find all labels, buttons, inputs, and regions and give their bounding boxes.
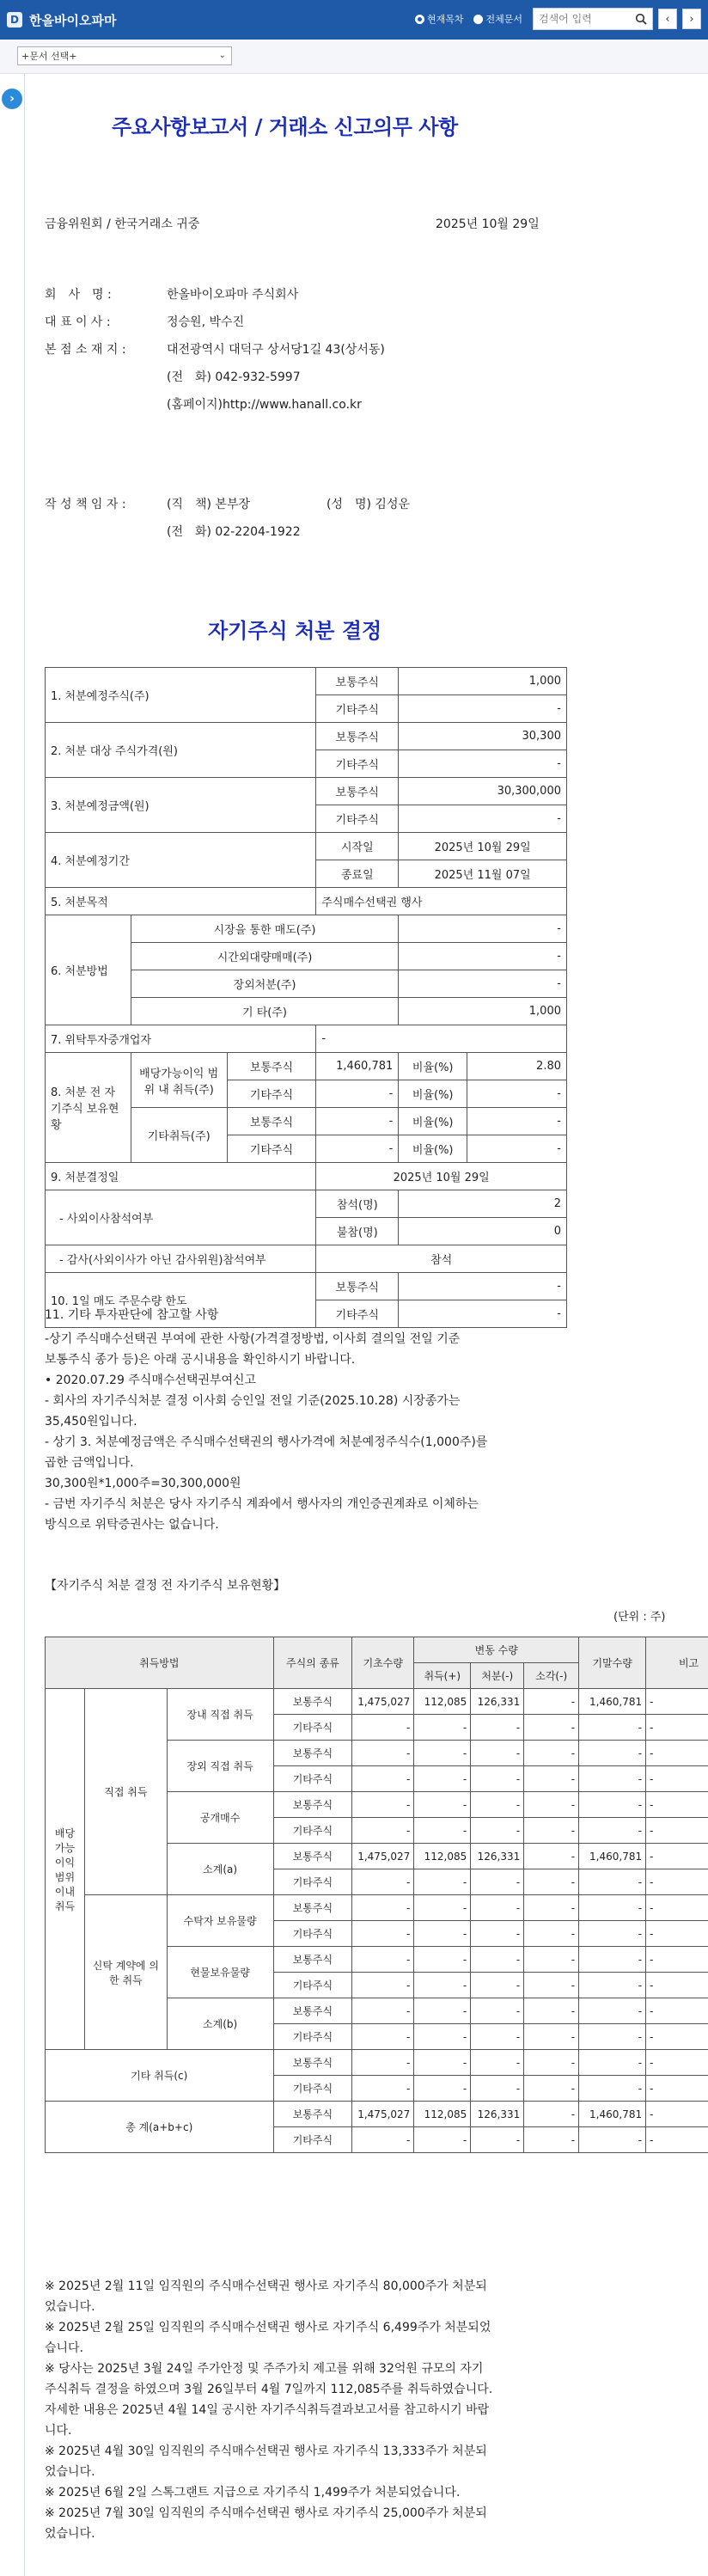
cell-value: - xyxy=(352,1766,414,1792)
radio-current-toc[interactable] xyxy=(415,12,464,26)
method-label: 장외 직접 취득 xyxy=(167,1741,273,1792)
cell-value: - xyxy=(579,1715,646,1741)
method-label: 소계(b) xyxy=(167,1998,273,2050)
cell-value: - xyxy=(316,1135,399,1163)
absent-value: 0 xyxy=(399,1218,567,1245)
row-label: 2. 처분 대상 주식가격(원) xyxy=(46,723,316,778)
cell-value: 1,460,781 xyxy=(579,2102,646,2127)
table-row xyxy=(46,1895,708,1921)
ratio-label: 비율(%) xyxy=(399,1053,467,1080)
footnote-line: ※ 2025년 4월 30일 임직원의 주식매수선택권 행사로 자기주식 13,333주가 처분되 xyxy=(45,2444,487,2458)
cell-value: 126,331 xyxy=(471,1844,524,1869)
radio-all-label: 전체문서 xyxy=(485,14,522,25)
cell-value: - xyxy=(471,1869,524,1895)
cell-value: - xyxy=(471,2076,524,2102)
attend-value: 2 xyxy=(399,1190,567,1218)
cell-value: - xyxy=(352,1947,414,1973)
cell-value: - xyxy=(579,1818,646,1844)
footnote-line: ※ 2025년 2월 11일 임직원의 주식매수선택권 행사로 자기주식 80,000주가 처분되 xyxy=(45,2279,487,2293)
footnote-line: 자세한 내용은 2025년 4월 14일 공시한 자기주식취득결과보고서를 참고하시기 바랍 xyxy=(45,2403,490,2417)
ceo-name: 정승원, 박수진 xyxy=(167,315,245,329)
method-label: 수탁자 보유물량 xyxy=(167,1895,273,1947)
method-label: 기 타(주) xyxy=(131,998,398,1025)
notes-heading: 11. 기타 투자판단에 참고할 사항 xyxy=(45,1308,219,1322)
cell-value: - xyxy=(352,1715,414,1741)
cell-value: - xyxy=(524,2127,579,2153)
stock-type: 보통주식 xyxy=(316,723,399,750)
stock-type: 보통주식 xyxy=(273,1689,352,1715)
ratio-value: - xyxy=(467,1135,567,1163)
decision-date: 2025년 10월 29일 xyxy=(316,1163,567,1190)
report-date: 2025년 10월 29일 xyxy=(436,217,540,231)
notes-line: • 2020.07.29 주식매수선택권부여신고 xyxy=(45,1374,257,1387)
stock-type: 기타주식 xyxy=(273,1973,352,1998)
table-row xyxy=(46,888,567,915)
ratio-value: 2.80 xyxy=(467,1053,567,1080)
radio-unselected-icon[interactable] xyxy=(473,15,483,24)
method-label: 장내 직접 취득 xyxy=(167,1689,273,1741)
cell-value: - xyxy=(579,2050,646,2076)
cell-value: - xyxy=(646,1947,708,1973)
holding-type: 기타취득(주) xyxy=(131,1108,227,1163)
cell-value: - xyxy=(352,1818,414,1844)
cell-value: 1,460,781 xyxy=(579,1844,646,1869)
table-row xyxy=(46,1273,567,1300)
cell-value: - xyxy=(579,2076,646,2102)
cell-value: - xyxy=(524,1921,579,1947)
cell-value: 112,085 xyxy=(414,1689,471,1715)
cell-value: - xyxy=(646,2127,708,2153)
header-method: 취득방법 xyxy=(46,1637,274,1689)
cell-value: - xyxy=(524,2050,579,2076)
table-row xyxy=(46,1689,708,1715)
address-label: 본 점 소 재 지 : xyxy=(45,343,126,357)
header-cancel: 소각(-) xyxy=(524,1663,579,1689)
cell-value: - xyxy=(471,2127,524,2153)
notes-line: 곱한 금액입니다. xyxy=(45,1456,134,1470)
search-area xyxy=(415,8,701,30)
stock-type: 보통주식 xyxy=(316,778,399,805)
header-end: 기말수량 xyxy=(579,1637,646,1689)
cell-value: - xyxy=(471,2050,524,2076)
holdings-caption: 【자기주식 처분 결정 전 자기주식 보유현황】 xyxy=(45,1579,286,1593)
cell-value: - xyxy=(524,1895,579,1921)
document-select[interactable] xyxy=(17,46,232,65)
cell-value: - xyxy=(579,1766,646,1792)
cell-value: 1,460,781 xyxy=(316,1053,399,1080)
cell-value: - xyxy=(399,970,567,998)
recipient: 금융위원회 / 한국거래소 귀중 xyxy=(45,217,200,231)
cell-value: 1,000 xyxy=(399,998,567,1025)
stock-type: 기타주식 xyxy=(273,2127,352,2153)
stock-type: 보통주식 xyxy=(273,2050,352,2076)
stock-type: 기타주식 xyxy=(227,1135,316,1163)
cell-value: - xyxy=(316,1080,399,1108)
subgroup-label: 신탁 계약에 의한 취득 xyxy=(84,1895,167,2050)
notes-line: - 금번 자기주식 처분은 당사 자기주식 계좌에서 행사자의 개인증권계좌로 이체하는 xyxy=(45,1497,479,1511)
writer-phone: (전 화) 02-2204-1922 xyxy=(167,525,301,539)
stock-type: 보통주식 xyxy=(273,1844,352,1869)
company-homepage[interactable]: (홈페이지)http://www.hanall.co.kr xyxy=(167,398,362,412)
notes-line: - 상기 3. 처분예정금액은 주식매수선택권의 행사가격에 처분예정주식수(1,000주)를 xyxy=(45,1435,488,1449)
cell-value: 1,460,781 xyxy=(579,1689,646,1715)
sidebar-toggle-icon[interactable]: › xyxy=(2,89,22,109)
footnote-line: 었습니다. xyxy=(45,2527,95,2541)
table-row xyxy=(46,1053,567,1080)
cell-value: 30,300,000 xyxy=(399,778,567,805)
header-acq: 취득(+) xyxy=(414,1663,471,1689)
cell-value: - xyxy=(352,1921,414,1947)
stock-type: 보통주식 xyxy=(316,1273,399,1300)
method-label: 현물보유물량 xyxy=(167,1947,273,1998)
cell-value: - xyxy=(414,1895,471,1921)
cell-value: - xyxy=(524,1998,579,2024)
header-change: 변동 수량 xyxy=(414,1637,579,1663)
holdings-unit: (단위 : 주) xyxy=(613,1611,666,1624)
table-row xyxy=(46,833,567,860)
group-label: 배당 가능 이익 범위 이내 취득 xyxy=(46,1689,85,2050)
cell-value: - xyxy=(579,2024,646,2050)
footnote-line: 었습니다. xyxy=(45,2465,95,2479)
cell-value: - xyxy=(646,1844,708,1869)
cell-value: 112,085 xyxy=(414,1844,471,1869)
cell-value: - xyxy=(399,1273,567,1300)
stock-type: 보통주식 xyxy=(273,1895,352,1921)
footnote-line: ※ 당사는 2025년 3월 24일 주가안정 및 주주가치 제고를 위해 32억원 규모의 자기 xyxy=(45,2362,484,2376)
footnotes xyxy=(45,2276,567,2544)
cell-value: - xyxy=(524,1715,579,1741)
cell-value: - xyxy=(352,1869,414,1895)
search-input[interactable] xyxy=(534,9,630,29)
report-title: 주요사항보고서 / 거래소 신고의무 사항 xyxy=(112,114,458,139)
method-label: 시장을 통한 매도(주) xyxy=(131,915,398,943)
cell-value: - xyxy=(414,1947,471,1973)
start-date: 2025년 10월 29일 xyxy=(399,833,567,860)
cell-value: - xyxy=(414,2076,471,2102)
table-row xyxy=(46,668,567,695)
stock-type: 기타주식 xyxy=(273,2076,352,2102)
cell-value: - xyxy=(414,1973,471,1998)
cell-value: - xyxy=(471,1921,524,1947)
cell-value: - xyxy=(414,1818,471,1844)
cell-value: - xyxy=(646,2076,708,2102)
writer-label: 작 성 책 임 자 : xyxy=(45,498,126,511)
stock-type: 보통주식 xyxy=(227,1053,316,1080)
cell-value: - xyxy=(524,1689,579,1715)
cell-value: 126,331 xyxy=(471,2102,524,2127)
table-row xyxy=(46,1190,567,1218)
row-label: 5. 처분목적 xyxy=(46,888,316,915)
cell-value: - xyxy=(579,1998,646,2024)
top-bar xyxy=(0,0,708,40)
stock-type: 기타주식 xyxy=(273,2024,352,2050)
auditor-value: 참석 xyxy=(316,1245,567,1273)
document-select-value: +문서 선택+ xyxy=(21,51,77,62)
cell-value: - xyxy=(352,1741,414,1766)
footnote-line: ※ 2025년 2월 25일 임직원의 주식매수선택권 행사로 자기주식 6,499주가 처분되었 xyxy=(45,2321,491,2334)
row-label: 1. 처분예정주식(주) xyxy=(46,668,316,723)
cell-value: - xyxy=(524,1741,579,1766)
cell-value: - xyxy=(646,2050,708,2076)
document-toolbar xyxy=(0,40,708,74)
footnote-line: ※ 2025년 7월 30일 임직원의 주식매수선택권 행사로 자기주식 25,000주가 처분되 xyxy=(45,2506,487,2520)
row-label: 9. 처분결정일 xyxy=(46,1163,316,1190)
disposal-table xyxy=(45,667,567,1328)
cell-value: - xyxy=(316,1108,399,1135)
cell-value: - xyxy=(646,1998,708,2024)
cell-value: - xyxy=(646,1792,708,1818)
cell-value: - xyxy=(352,1895,414,1921)
cell-value: - xyxy=(399,1300,567,1328)
stock-type: 기타주식 xyxy=(316,695,399,723)
cell-value: - xyxy=(471,2024,524,2050)
cell-value: - xyxy=(524,1947,579,1973)
cell-value: - xyxy=(524,2076,579,2102)
cell-value: - xyxy=(399,915,567,943)
cell-value: - xyxy=(414,1766,471,1792)
notes-line: - 회사의 자기주식처분 결정 이사회 승인일 전일 기준(2025.10.28) 시장종가는 xyxy=(45,1394,461,1408)
cell-value: - xyxy=(399,805,567,833)
table-row xyxy=(46,1025,567,1053)
header-type: 주식의 종류 xyxy=(273,1637,352,1689)
cell-value: - xyxy=(524,1973,579,1998)
stock-type: 보통주식 xyxy=(227,1108,316,1135)
section-title: 자기주식 처분 결정 xyxy=(208,618,382,643)
cell-value: 1,000 xyxy=(399,668,567,695)
writer-title: (직 책) 본부장 xyxy=(167,498,250,511)
stock-type: 보통주식 xyxy=(273,1998,352,2024)
cell-value: 1,475,027 xyxy=(352,1844,414,1869)
cell-value: - xyxy=(471,1715,524,1741)
stock-type: 기타주식 xyxy=(316,805,399,833)
cell-value: - xyxy=(524,1844,579,1869)
row-label: 10. 1일 매도 주문수량 한도 xyxy=(46,1273,316,1328)
cell-value: - xyxy=(399,750,567,778)
cell-value: - xyxy=(646,2102,708,2127)
cell-value: - xyxy=(471,1766,524,1792)
footnote-line: ※ 2025년 6월 2일 스톡그랜트 지급으로 자기주식 1,499주가 처분되었습니다. xyxy=(45,2486,461,2500)
stock-type: 기타주식 xyxy=(227,1080,316,1108)
cell-value: - xyxy=(414,1792,471,1818)
cell-value: - xyxy=(646,1921,708,1947)
cell-value: - xyxy=(579,1947,646,1973)
writer-name: (성 명) 김성운 xyxy=(327,498,410,511)
table-row xyxy=(46,915,567,943)
cell-value: - xyxy=(646,1741,708,1766)
purpose-value: 주식매수선택권 행사 xyxy=(316,888,567,915)
cell-value: - xyxy=(352,1973,414,1998)
company-label: 회 사 명 : xyxy=(45,288,112,302)
cell-value: - xyxy=(646,1869,708,1895)
stock-type: 기타주식 xyxy=(316,1300,399,1328)
method-label: 공개매수 xyxy=(167,1792,273,1844)
cell-value: - xyxy=(352,2050,414,2076)
header-begin: 기초수량 xyxy=(352,1637,414,1689)
start-label: 시작일 xyxy=(316,833,399,860)
cell-value: - xyxy=(646,1818,708,1844)
ratio-label: 비율(%) xyxy=(399,1080,467,1108)
ratio-value: - xyxy=(467,1108,567,1135)
end-label: 종료일 xyxy=(316,860,399,888)
company-phone: (전 화) 042-932-5997 xyxy=(167,370,301,384)
notes-line: 30,300원*1,000주=30,300,000원 xyxy=(45,1477,241,1490)
search-box xyxy=(533,8,653,30)
cell-value: - xyxy=(352,2076,414,2102)
prev-result-icon[interactable]: ‹ xyxy=(658,9,677,29)
table-row xyxy=(46,1245,567,1273)
app-title: 한올바이오파마 xyxy=(29,12,117,28)
stock-type: 기타주식 xyxy=(273,1818,352,1844)
cell-value: - xyxy=(414,1921,471,1947)
end-date: 2025년 11월 07일 xyxy=(399,860,567,888)
cell-value: - xyxy=(646,1766,708,1792)
method-label: 총 계(a+b+c) xyxy=(46,2102,274,2153)
cell-value: 1,475,027 xyxy=(352,1689,414,1715)
table-row xyxy=(46,2102,708,2127)
app-logo-icon: D xyxy=(7,12,22,28)
method-label: 소계(a) xyxy=(167,1844,273,1895)
ratio-label: 비율(%) xyxy=(399,1135,467,1163)
footnote-line: 니다. xyxy=(45,2424,72,2438)
method-label: 시간외대량매매(주) xyxy=(131,943,398,970)
absent-label: 불참(명) xyxy=(316,1218,399,1245)
row-label: 7. 위탁투자중개업자 xyxy=(46,1025,316,1053)
chevron-down-icon: ⌄ xyxy=(218,51,226,60)
cell-value: - xyxy=(579,1869,646,1895)
notes-line: -상기 주식매수선택권 부여에 관한 사항(가격결정방법, 이사회 결의일 전일 기준 xyxy=(45,1332,461,1346)
cell-value: 1,475,027 xyxy=(352,2102,414,2127)
cell-value: - xyxy=(414,1741,471,1766)
cell-value: - xyxy=(579,1973,646,1998)
cell-value: - xyxy=(399,695,567,723)
stock-type: 기타주식 xyxy=(273,1715,352,1741)
stock-type: 기타주식 xyxy=(316,750,399,778)
cell-value: - xyxy=(524,1869,579,1895)
cell-value: - xyxy=(471,1998,524,2024)
header-disp: 처분(-) xyxy=(471,1663,524,1689)
row-label: - 감사(사외이사가 아닌 감사위원)참석여부 xyxy=(46,1245,316,1273)
radio-selected-icon[interactable] xyxy=(415,15,424,24)
cell-value: - xyxy=(414,1998,471,2024)
cell-value: - xyxy=(579,2127,646,2153)
cell-value: - xyxy=(646,1715,708,1741)
cell-value: - xyxy=(579,1792,646,1818)
cell-value: - xyxy=(646,1895,708,1921)
stock-type: 보통주식 xyxy=(273,1947,352,1973)
cell-value: - xyxy=(414,2024,471,2050)
stock-type: 기타주식 xyxy=(273,1869,352,1895)
cell-value: - xyxy=(414,2127,471,2153)
method-label: 기타 취득(c) xyxy=(46,2050,274,2102)
cell-value: - xyxy=(524,2102,579,2127)
cell-value: 112,085 xyxy=(414,2102,471,2127)
cell-value: - xyxy=(646,1689,708,1715)
cell-value: - xyxy=(579,1895,646,1921)
row-label: 4. 처분예정기간 xyxy=(46,833,316,888)
ratio-value: - xyxy=(467,1080,567,1108)
table-row xyxy=(46,723,567,750)
search-icon[interactable] xyxy=(630,9,652,29)
cell-value: - xyxy=(524,1792,579,1818)
cell-value: - xyxy=(524,1766,579,1792)
row-label: 8. 처분 전 자기주식 보유현황 xyxy=(46,1053,131,1163)
cell-value: - xyxy=(414,1715,471,1741)
cell-value: 30,300 xyxy=(399,723,567,750)
stock-type: 보통주식 xyxy=(316,668,399,695)
cell-value: - xyxy=(471,1973,524,1998)
radio-all-docs[interactable] xyxy=(473,12,522,26)
company-name: 한올바이오파마 주식회사 xyxy=(167,288,299,302)
cell-value: - xyxy=(646,2024,708,2050)
cell-value: - xyxy=(414,1869,471,1895)
table-row xyxy=(46,1163,567,1190)
ratio-label: 비율(%) xyxy=(399,1108,467,1135)
cell-value: - xyxy=(352,2127,414,2153)
footnote-line: 었습니다. xyxy=(45,2300,95,2314)
cell-value: - xyxy=(646,1973,708,1998)
footnote-line: 습니다. xyxy=(45,2341,84,2355)
cell-value: - xyxy=(352,1792,414,1818)
table-row xyxy=(46,778,567,805)
notes-line: 방식으로 위탁증권사는 없습니다. xyxy=(45,1518,219,1532)
cell-value: - xyxy=(579,1921,646,1947)
stock-type: 보통주식 xyxy=(273,2102,352,2127)
cell-value: - xyxy=(471,1818,524,1844)
table-row xyxy=(46,2050,708,2076)
header-note: 비고 xyxy=(646,1637,708,1689)
row-label: - 사외이사참석여부 xyxy=(46,1190,316,1245)
notes-line: 35,450원입니다. xyxy=(45,1415,137,1429)
address: 대전광역시 대덕구 상서당1길 43(상서동) xyxy=(167,343,385,357)
cell-value: - xyxy=(524,2024,579,2050)
ceo-label: 대 표 이 사 : xyxy=(45,315,111,329)
cell-value: - xyxy=(399,943,567,970)
next-result-icon[interactable]: › xyxy=(682,9,701,29)
stock-type: 기타주식 xyxy=(273,1766,352,1792)
cell-value: - xyxy=(471,1741,524,1766)
row-label: 3. 처분예정금액(원) xyxy=(46,778,316,833)
cell-value: - xyxy=(579,1741,646,1766)
cell-value: - xyxy=(471,1895,524,1921)
footnote-line: 주식취득 결정을 하였으며 3월 26일부터 4월 7일까지 112,085주를 취득하였습니다. xyxy=(45,2383,493,2396)
cell-value: - xyxy=(414,2050,471,2076)
attend-label: 참석(명) xyxy=(316,1190,399,1218)
table-header-row xyxy=(46,1637,708,1663)
cell-value: - xyxy=(471,1792,524,1818)
method-label: 장외처분(주) xyxy=(131,970,398,998)
stock-type: 보통주식 xyxy=(273,1792,352,1818)
investment-notes xyxy=(45,1305,567,1535)
cell-value: - xyxy=(471,1947,524,1973)
cell-value: - xyxy=(524,1818,579,1844)
holding-type: 배당가능이익 범위 내 취득(주) xyxy=(131,1053,227,1108)
holdings-table xyxy=(45,1637,708,2153)
cell-value: - xyxy=(352,1998,414,2024)
broker-value: - xyxy=(316,1025,567,1053)
subgroup-label: 직접 취득 xyxy=(84,1689,167,1895)
stock-type: 보통주식 xyxy=(273,1741,352,1766)
stock-type: 기타주식 xyxy=(273,1921,352,1947)
notes-line: 보통주식 종가 등)은 아래 공시내용을 확인하시기 바랍니다. xyxy=(45,1353,356,1367)
row-label: 6. 처분방법 xyxy=(46,915,131,1025)
radio-current-label: 현재목차 xyxy=(426,14,464,25)
cell-value: 126,331 xyxy=(471,1689,524,1715)
sidebar-divider xyxy=(24,74,25,2576)
cell-value: - xyxy=(352,2024,414,2050)
